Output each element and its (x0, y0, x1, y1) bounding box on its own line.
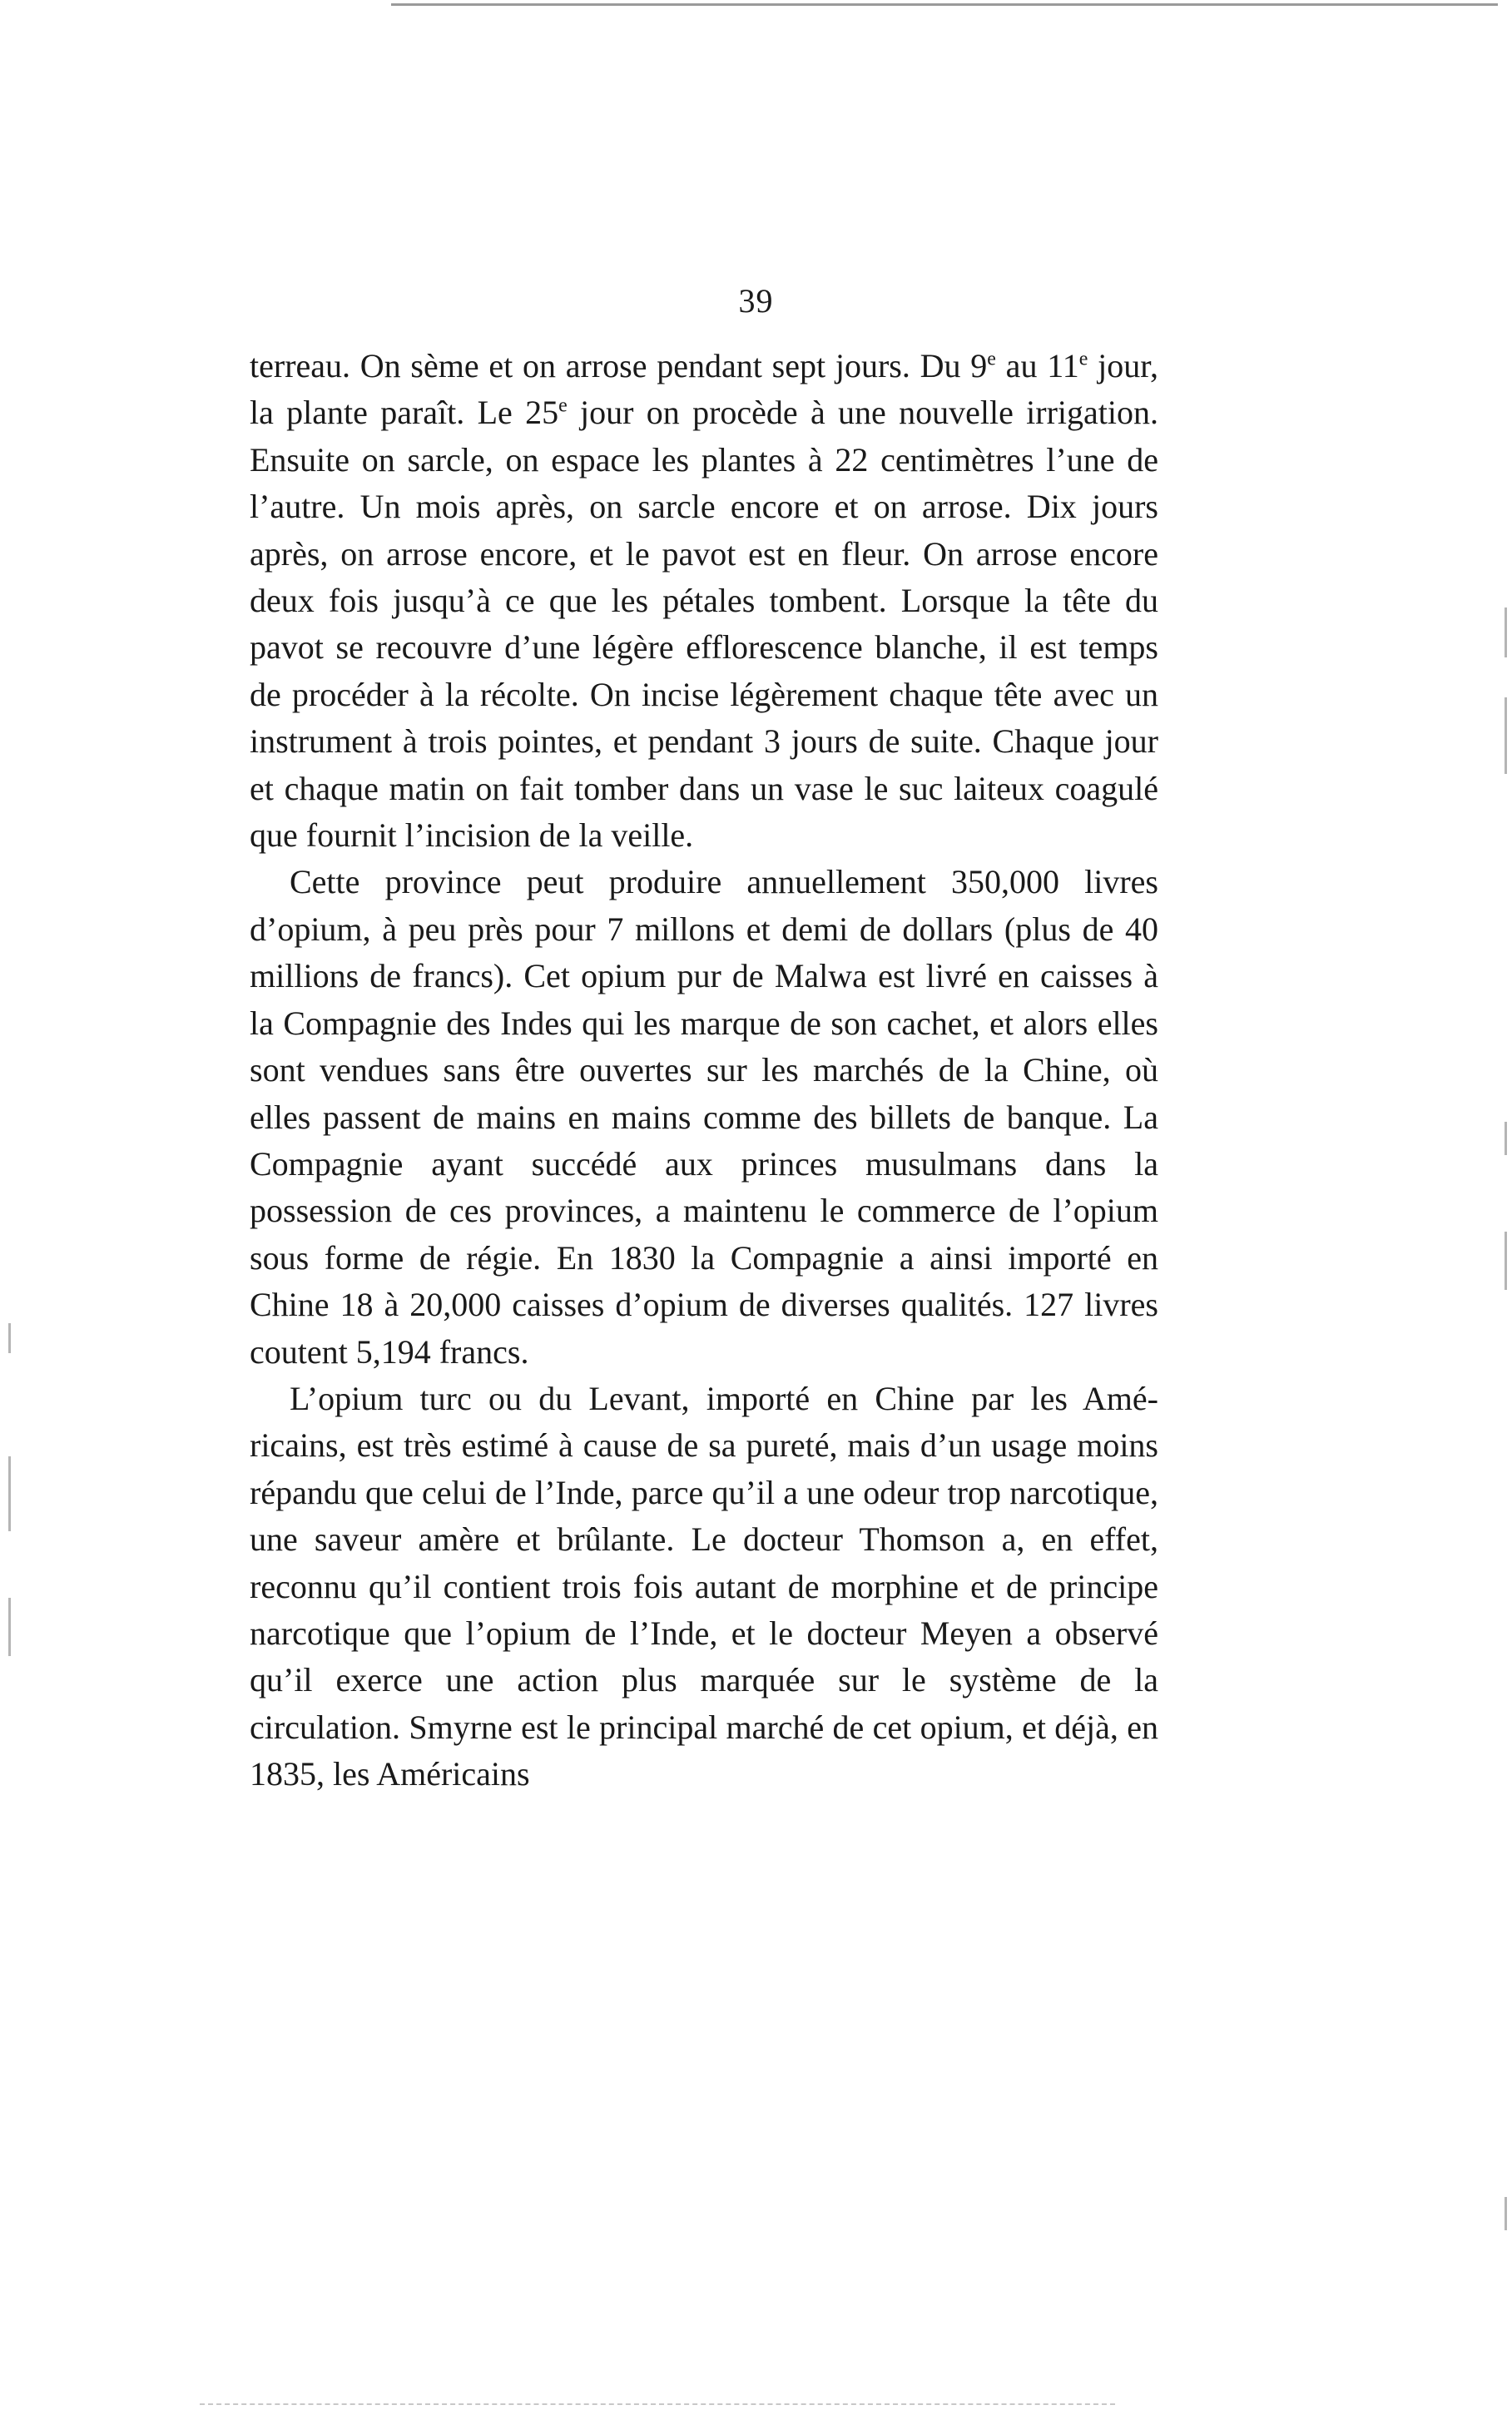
superscript: e (987, 348, 996, 370)
text-run: Cette province peut produire annuellement 350,000 livres d’opium, à peu près pour 7 millons et demi de dollars (plus de 40 millions de francs). Cet opium pur de Malwa est livré en caisses à la Compagnie des Indes qui les marque de son cachet, et alors elles sont vendues sans être ouvertes sur les marchés de la Chine, où elles passent de mains en mains comme des billets de banque. La Compagnie ayant succédé aux princes musulmans dans la possession de ces provinces, a maintenu le commerce de l’opium sous forme de régie. En 1830 la Compagnie a ainsi importé en Chine 18 à 20,000 caisses d’opium de diverses qualités. 127 livres coutent 5,194 francs. (250, 863, 1158, 1371)
scan-edge-mark (8, 1598, 11, 1656)
text-run: au 11 (995, 347, 1079, 384)
body-text (250, 343, 1158, 1798)
text-run: L’opium turc ou du Levant, importé en Chine par les Américains, est très estimé à cause de sa pureté, mais d’un usage moins répandu que celui de l’Inde, parce qu’il a une odeur trop narcotique, une saveur amère et brûlante. Le docteur Thomson a, en effet, reconnu qu’il contient trois fois autant de morphine et de principe narcotique que l’opium de l’Inde, et le docteur Meyen a observé qu’il exerce une action plus marquée sur le système de la circulation. Smyrne est le principal marché de cet opium, et déjà, en 1835, les Américains (250, 1379, 1158, 1793)
superscript: e (558, 395, 568, 418)
paragraph (250, 859, 1158, 1375)
superscript: e (1078, 348, 1088, 370)
scan-edge-mark (1505, 2197, 1507, 2230)
paragraph (250, 343, 1158, 859)
text-run: jour on procède à une nouvelle irrigation. Ensuite on sarcle, on espace les plantes à 22 centimètres l’une de l’autre. Un mois après, on sarcle encore et on arrose. Dix jours après, on arrose encore, et le pavot est en fleur. On arrose encore deux fois jusqu’à ce que les pétales tombent. Lorsque la tête du pavot se recouvre d’une légère efflorescence blanche, il est temps de procéder à la récolte. On incise légèrement chaque tête avec un instrument à trois pointes, et pendant 3 jours de suite. Chaque jour et chaque matin on fait tomber dans un vase le suc laiteux coagulé que fournit l’incision de la veille. (250, 394, 1158, 855)
text-run: jour, la plante paraît. Le 25 (250, 347, 1158, 432)
scan-edge-mark (1505, 697, 1507, 774)
scan-edge-mark (1505, 1122, 1507, 1155)
scan-edge-mark (1505, 607, 1507, 657)
text-run: terreau. On sème et on arrose pendant sept jours. Du 9 (250, 347, 988, 384)
scan-edge-mark (8, 1456, 11, 1531)
top-scan-border (391, 3, 1498, 6)
bottom-scan-noise (200, 2403, 1115, 2405)
page-number: 39 (738, 282, 774, 320)
scan-edge-mark (8, 1323, 11, 1353)
scan-edge-mark (1505, 1232, 1507, 1290)
paragraph (250, 1376, 1158, 1798)
